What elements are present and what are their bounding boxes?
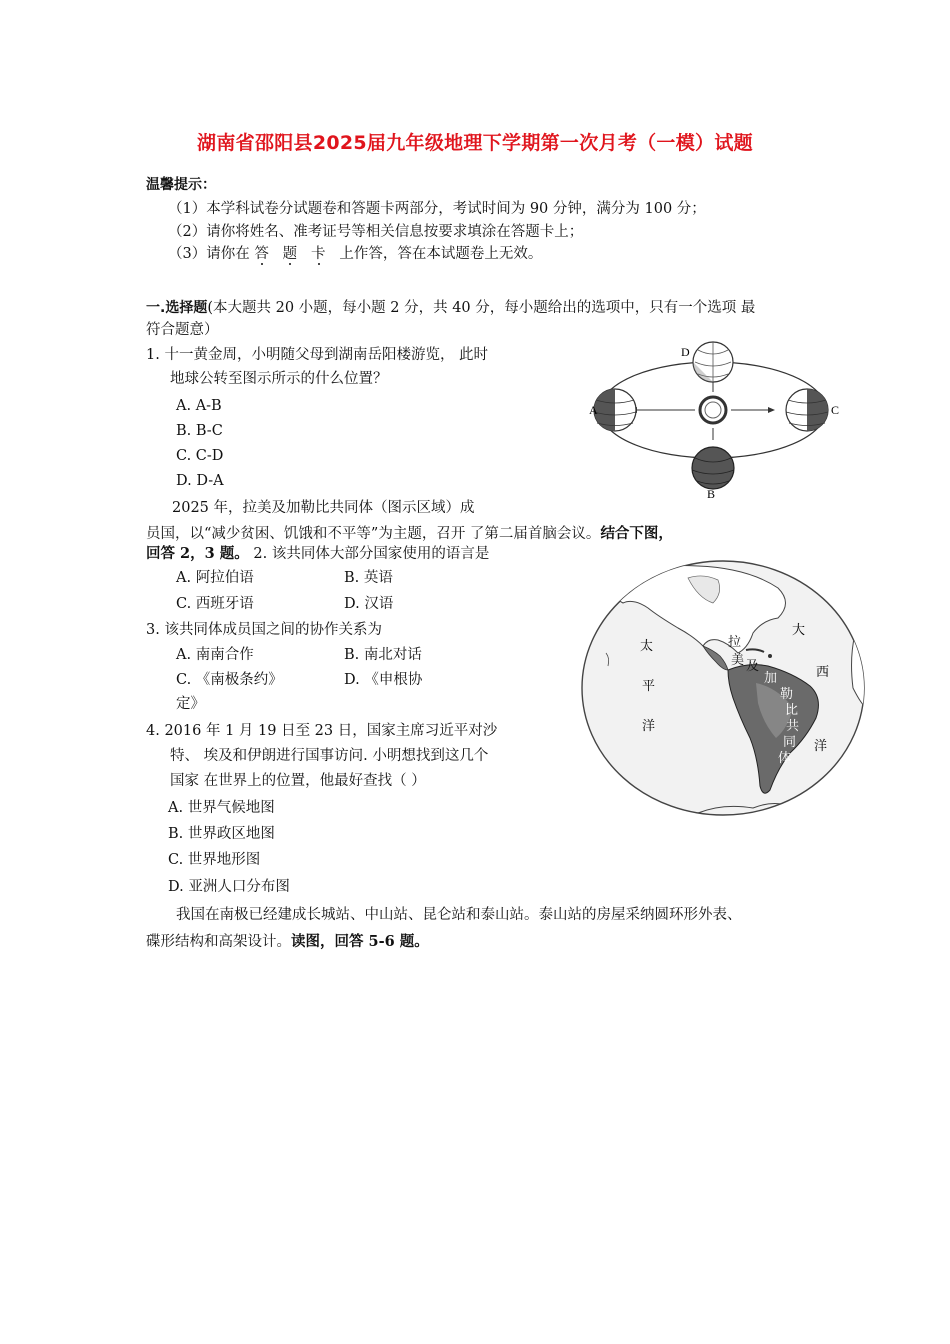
q1-option-d: D. D-A [176, 473, 224, 489]
q2-stem: 2. 该共同体大部分国家使用的语言是 [248, 546, 490, 562]
q3-option-b: B. 南北对话 [344, 647, 422, 663]
earth-d-icon [693, 342, 733, 382]
q1-stem-2: 地球公转至图示所示的什么位置？ [170, 371, 388, 387]
earth-b-icon [692, 447, 734, 489]
dotted-char-2: 题 [282, 246, 298, 262]
passage56-line-2-bold: 读图，回答 5-6 题。 [291, 933, 429, 950]
q4-option-a: A. 世界气候地图 [168, 800, 275, 816]
passage23-line-2-text: 员国，以“减少贫困、饥饿和不平等”为主题，召开 了第二届首脑会议。 [146, 526, 601, 542]
q2-option-d: D. 汉语 [344, 596, 394, 612]
page-title: 湖南省邵阳县2025届九年级地理下学期第一次月考（一模）试题 [197, 132, 753, 154]
passage23-line-1: 2025 年，拉美及加勒比共同体（图示区域）成 [172, 500, 475, 516]
passage56-line-2-text: 碟形结构和高架设计。 [146, 934, 291, 950]
q3-option-d: D. 《申根协 [344, 672, 423, 688]
section-1-intro-2: 符合题意） [146, 322, 219, 338]
region-char-1: 拉 [728, 634, 742, 649]
dotted-char-3: 卡 [311, 246, 326, 262]
passage23-line-2-bold: 结合下图， [600, 525, 673, 542]
arrow-head-c [768, 407, 775, 413]
q4-stem-1: 4. 2016 年 1 月 19 日至 23 日，国家主席习近平对沙 [146, 723, 498, 739]
region-char-5: 勒 [780, 686, 794, 701]
pacific-char-1: 太 [640, 638, 654, 653]
orbit-label-a: A [589, 403, 598, 417]
section-1-intro-1: (本大题共 20 小题，每小题 2 分，共 40 分，每小题给出的选项中，只有一个选项 最 [207, 300, 756, 316]
q2-option-c: C. 西班牙语 [176, 596, 254, 612]
q3-stem: 3. 该共同体成员国之间的协作关系为 [146, 622, 382, 638]
passage56-line-2 [146, 932, 429, 952]
q1-option-c: C. C-D [176, 448, 224, 464]
pacific-char-3: 洋 [642, 718, 656, 733]
section-1-heading-line [146, 298, 755, 318]
atlantic-char-1: 大 [792, 622, 806, 637]
atlantic-char-3: 洋 [814, 738, 828, 753]
earth-orbit-figure [585, 340, 855, 500]
orbit-label-d: D [681, 345, 690, 359]
orbit-label-c: C [831, 403, 840, 417]
tips-heading: 温馨提示： [146, 177, 216, 193]
q4-stem-2: 特、 埃及和伊朗进行国事访问. 小明想找到这几个 [170, 748, 489, 764]
q3-option-a: A. 南南合作 [176, 647, 254, 663]
region-char-4: 加 [764, 670, 778, 685]
q1-option-b: B. B-C [176, 423, 223, 439]
q3-option-d-wrap: 定》 [176, 696, 205, 712]
tip-line-3 [168, 244, 542, 264]
q4-option-d: D. 亚洲人口分布图 [168, 879, 290, 895]
dotted-char-1: 答 [254, 246, 269, 262]
passage23-line-3 [146, 544, 489, 564]
section-1-heading: 一.选择题 [146, 300, 208, 316]
tip-line-3-suffix: 上作答，答在本试题卷上无效。 [339, 246, 543, 262]
region-char-9: 体 [778, 750, 792, 765]
tip-line-3-prefix: （3）请你在 [168, 246, 250, 262]
region-char-8: 同 [783, 734, 797, 749]
q1-stem-1: 1. 十一黄金周，小明随父母到湖南岳阳楼游览， 此时 [146, 347, 489, 363]
atlantic-char-2: 西 [816, 664, 830, 679]
region-char-2: 美 [731, 652, 745, 667]
passage23-line-2 [146, 524, 673, 544]
earth-a-icon [594, 389, 636, 431]
q3-option-c: C. 《南极条约》 [176, 672, 283, 688]
tip-line-2: （2）请你将姓名、准考证号等相关信息按要求填涂在答题卡上； [168, 224, 584, 240]
latin-america-map [578, 558, 868, 818]
region-char-3: 及 [746, 658, 760, 673]
q2-option-a: A. 阿拉伯语 [176, 570, 254, 586]
orbit-label-b: B [707, 487, 716, 500]
q4-option-c: C. 世界地形图 [168, 852, 261, 868]
passage56-line-1: 我国在南极已经建成长城站、中山站、昆仑站和泰山站。泰山站的房屋采纳圆环形外表、 [176, 907, 742, 923]
q4-option-b: B. 世界政区地图 [168, 826, 275, 842]
region-char-7: 共 [786, 718, 800, 733]
pacific-char-2: 平 [642, 678, 656, 693]
tip-line-1: （1）本学科试卷分试题卷和答题卡两部分，考试时间为 90 分钟，满分为 100 分； [168, 201, 706, 217]
passage23-line-3-bold: 回答 2，3 题。 [146, 545, 249, 562]
q4-stem-3: 国家 在世界上的位置，他最好查找（ ） [170, 773, 426, 789]
q1-option-a: A. A-B [176, 398, 222, 414]
earth-c-icon [786, 389, 828, 431]
region-char-6: 比 [785, 702, 799, 717]
q2-option-b: B. 英语 [344, 570, 393, 586]
